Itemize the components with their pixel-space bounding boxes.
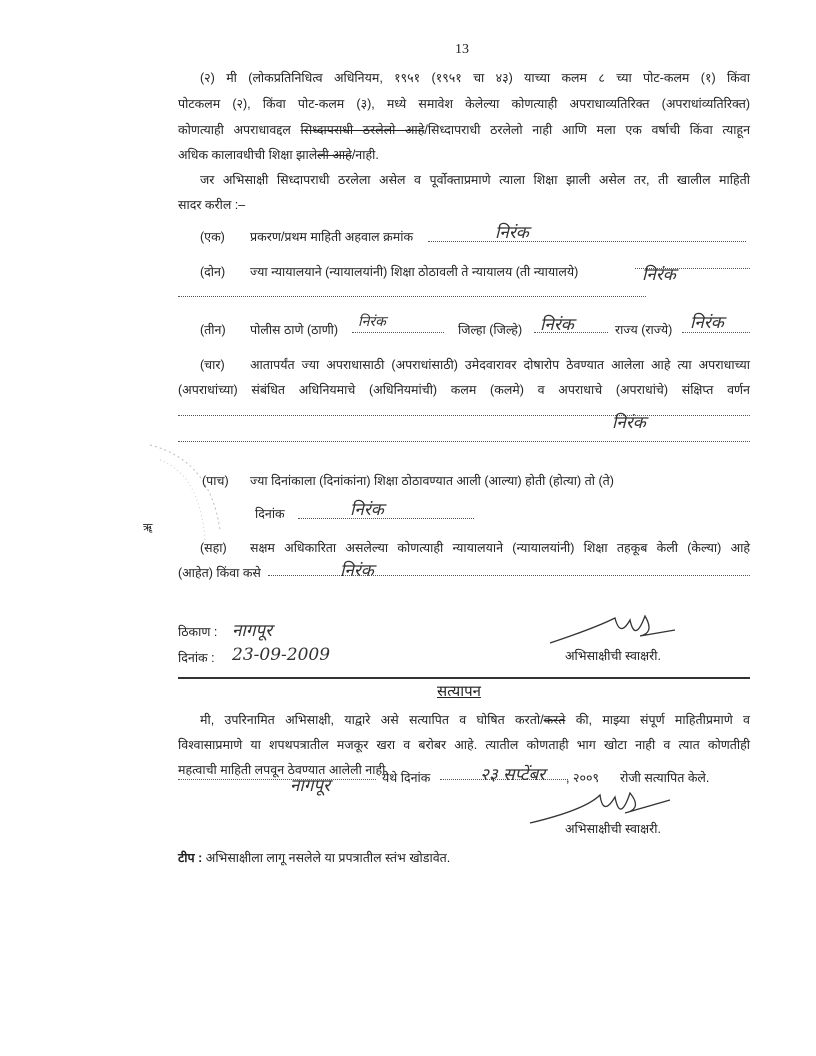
text: मी, उपरिनामित अभिसाक्षी, याद्वारे असे सत्यापित व घोषित करतो/ <box>200 713 544 727</box>
place-value: नागपूर <box>232 621 273 641</box>
text: की, माझ्या संपूर्ण माहितीप्रमाणे व <box>565 713 750 727</box>
item-4-line2: (अपराधांच्या) संबंधित अधिनियमाचे (अधिनियमांची) कलम (कलमे) व अपराधाचे (अपराधांचे) संक्षिप्त वर्णन <box>178 383 750 397</box>
date-label: दिनांक : <box>178 651 215 665</box>
item-1-field <box>428 241 746 242</box>
verification-line1 <box>200 712 750 728</box>
verification-signature-label: अभिसाक्षीची स्वाक्षरी. <box>565 822 661 836</box>
item-2-field-continued <box>178 296 646 297</box>
item-6-line2: (आहेत) किंवा कसे <box>178 566 261 580</box>
verification-line3: महत्वाची माहिती लपवून ठेवण्यात आलेली नाही. <box>178 763 389 777</box>
struck-text: करते <box>543 713 566 727</box>
item-6-line1: सक्षम अधिकारिता असलेल्या कोणत्याही न्यायालयाने (न्यायालयांनी) शिक्षा तहकूब केली (केल्या) आहे <box>250 541 750 555</box>
side-mark: ॠ <box>143 522 153 534</box>
signature-image <box>545 608 680 653</box>
text: /सिध्दापराधी ठरलेलो नाही आणि मला एक वर्षाची किंवा त्याहून <box>424 123 751 137</box>
place-label: ठिकाण : <box>178 625 218 639</box>
struck-text: सिध्दापराधी ठरलेलो आहे <box>300 123 425 137</box>
verification-place-value: नागपूर <box>290 776 331 796</box>
text: अधिक कालावधीची शिक्षा झाले <box>178 148 318 162</box>
verification-place-field <box>178 779 376 780</box>
item-4-label: (चार) <box>200 358 225 372</box>
signature-label: अभिसाक्षीची स्वाक्षरी. <box>565 649 661 663</box>
stamp-imprint <box>140 440 230 550</box>
verification-year: , २००९ <box>566 771 599 785</box>
date-value: 23-09-2009 <box>232 645 331 665</box>
para2-line1: जर अभिसाक्षी सिध्दापराधी ठरलेला असेल व पूर्वोक्ताप्रमाणे त्याला शिक्षा झाली असेल तर, ती खालील माहिती <box>200 173 750 187</box>
item-5-value: निरंक <box>350 500 384 520</box>
page-number: 13 <box>455 42 469 57</box>
item-2-label: (दोन) <box>200 265 226 279</box>
item-4-line1: आतापर्यंत ज्या अपराधासाठी (अपराधांसाठी) उमेदवारावर दोषारोप ठेवण्यात आलेला आहे त्या अपराधाच्या <box>250 358 750 372</box>
state-value: निरंक <box>690 313 724 333</box>
item-3-district-label: जिल्हा (जिल्हे) <box>458 323 523 337</box>
verification-title: सत्यापन <box>437 683 481 700</box>
police-station-field <box>352 332 444 333</box>
item-1-label: (एक) <box>200 230 225 244</box>
item-2-text: ज्या न्यायालयाने (न्यायालयांनी) शिक्षा ठोठावली ते न्यायालय (ती न्यायालये) <box>250 265 579 279</box>
verification-date-value: २३ सप्टेंबर <box>480 765 546 785</box>
para1-line2: पोटकलम (२), किंवा पोट-कलम (३), मध्ये समावेश केलेल्या कोणत्याही अपराधाव्यतिरिक्त (अपराधांव्यतिरिक्त) <box>178 97 750 111</box>
item-3-label: (तीन) <box>200 323 226 337</box>
here-on-date-label: येथे दिनांक <box>382 771 431 785</box>
divider <box>178 677 750 679</box>
para1-line3 <box>178 122 750 138</box>
item-1-value: निरंक <box>495 223 529 243</box>
item-6-value: निरंक <box>340 561 374 581</box>
verified-on-label: रोजी सत्यापित केले. <box>620 771 710 785</box>
item-4-field-continued <box>178 441 750 442</box>
note-text: अभिसाक्षीला लागू नसलेले या प्रपत्रातील स्तंभ खोडावेत. <box>205 851 451 865</box>
item-5-label: (पाच) <box>202 474 229 488</box>
item-6-label: (सहा) <box>200 541 227 555</box>
item-5-date-field <box>298 518 474 519</box>
item-3-police-label: पोलीस ठाणे (ठाणी) <box>250 323 339 337</box>
struck-text: ली आहे <box>317 148 352 162</box>
item-5-date-label: दिनांक <box>255 507 285 521</box>
para1-line4 <box>178 147 379 163</box>
item-1-text: प्रकरण/प्रथम माहिती अहवाल क्रमांक <box>250 230 414 244</box>
para2-line2: सादर करील :– <box>178 198 246 212</box>
note-label: टीप : <box>178 851 203 865</box>
item-4-field <box>178 415 750 416</box>
text: कोणत्याही अपराधावद्दल <box>178 123 301 137</box>
text: /नाही. <box>351 148 379 162</box>
item-4-value: निरंक <box>612 413 646 433</box>
item-2-value: निरंक <box>642 265 676 285</box>
item-5-text: ज्या दिनांकाला (दिनांकांना) शिक्षा ठोठावण्यात आली (आल्या) होती (होत्या) तो (ते) <box>250 474 614 488</box>
police-station-value: निरंक <box>358 314 386 330</box>
verification-line2: विश्वासाप्रमाणे या शपथपत्रातील मजकूर खरा व बरोबर आहे. त्यातील कोणताही भाग खोटा नाही व त्यात कोणतीही <box>178 738 750 752</box>
para1-line1: (२) मी (लोकप्रतिनिधित्व अधिनियम, १९५१ (१९५१ चा ४३) याच्या कलम ८ च्या पोट-कलम (१) किंवा <box>200 71 750 85</box>
item-3-state-label: राज्य (राज्ये) <box>615 323 673 337</box>
district-value: निरंक <box>540 315 574 335</box>
note <box>178 850 450 866</box>
